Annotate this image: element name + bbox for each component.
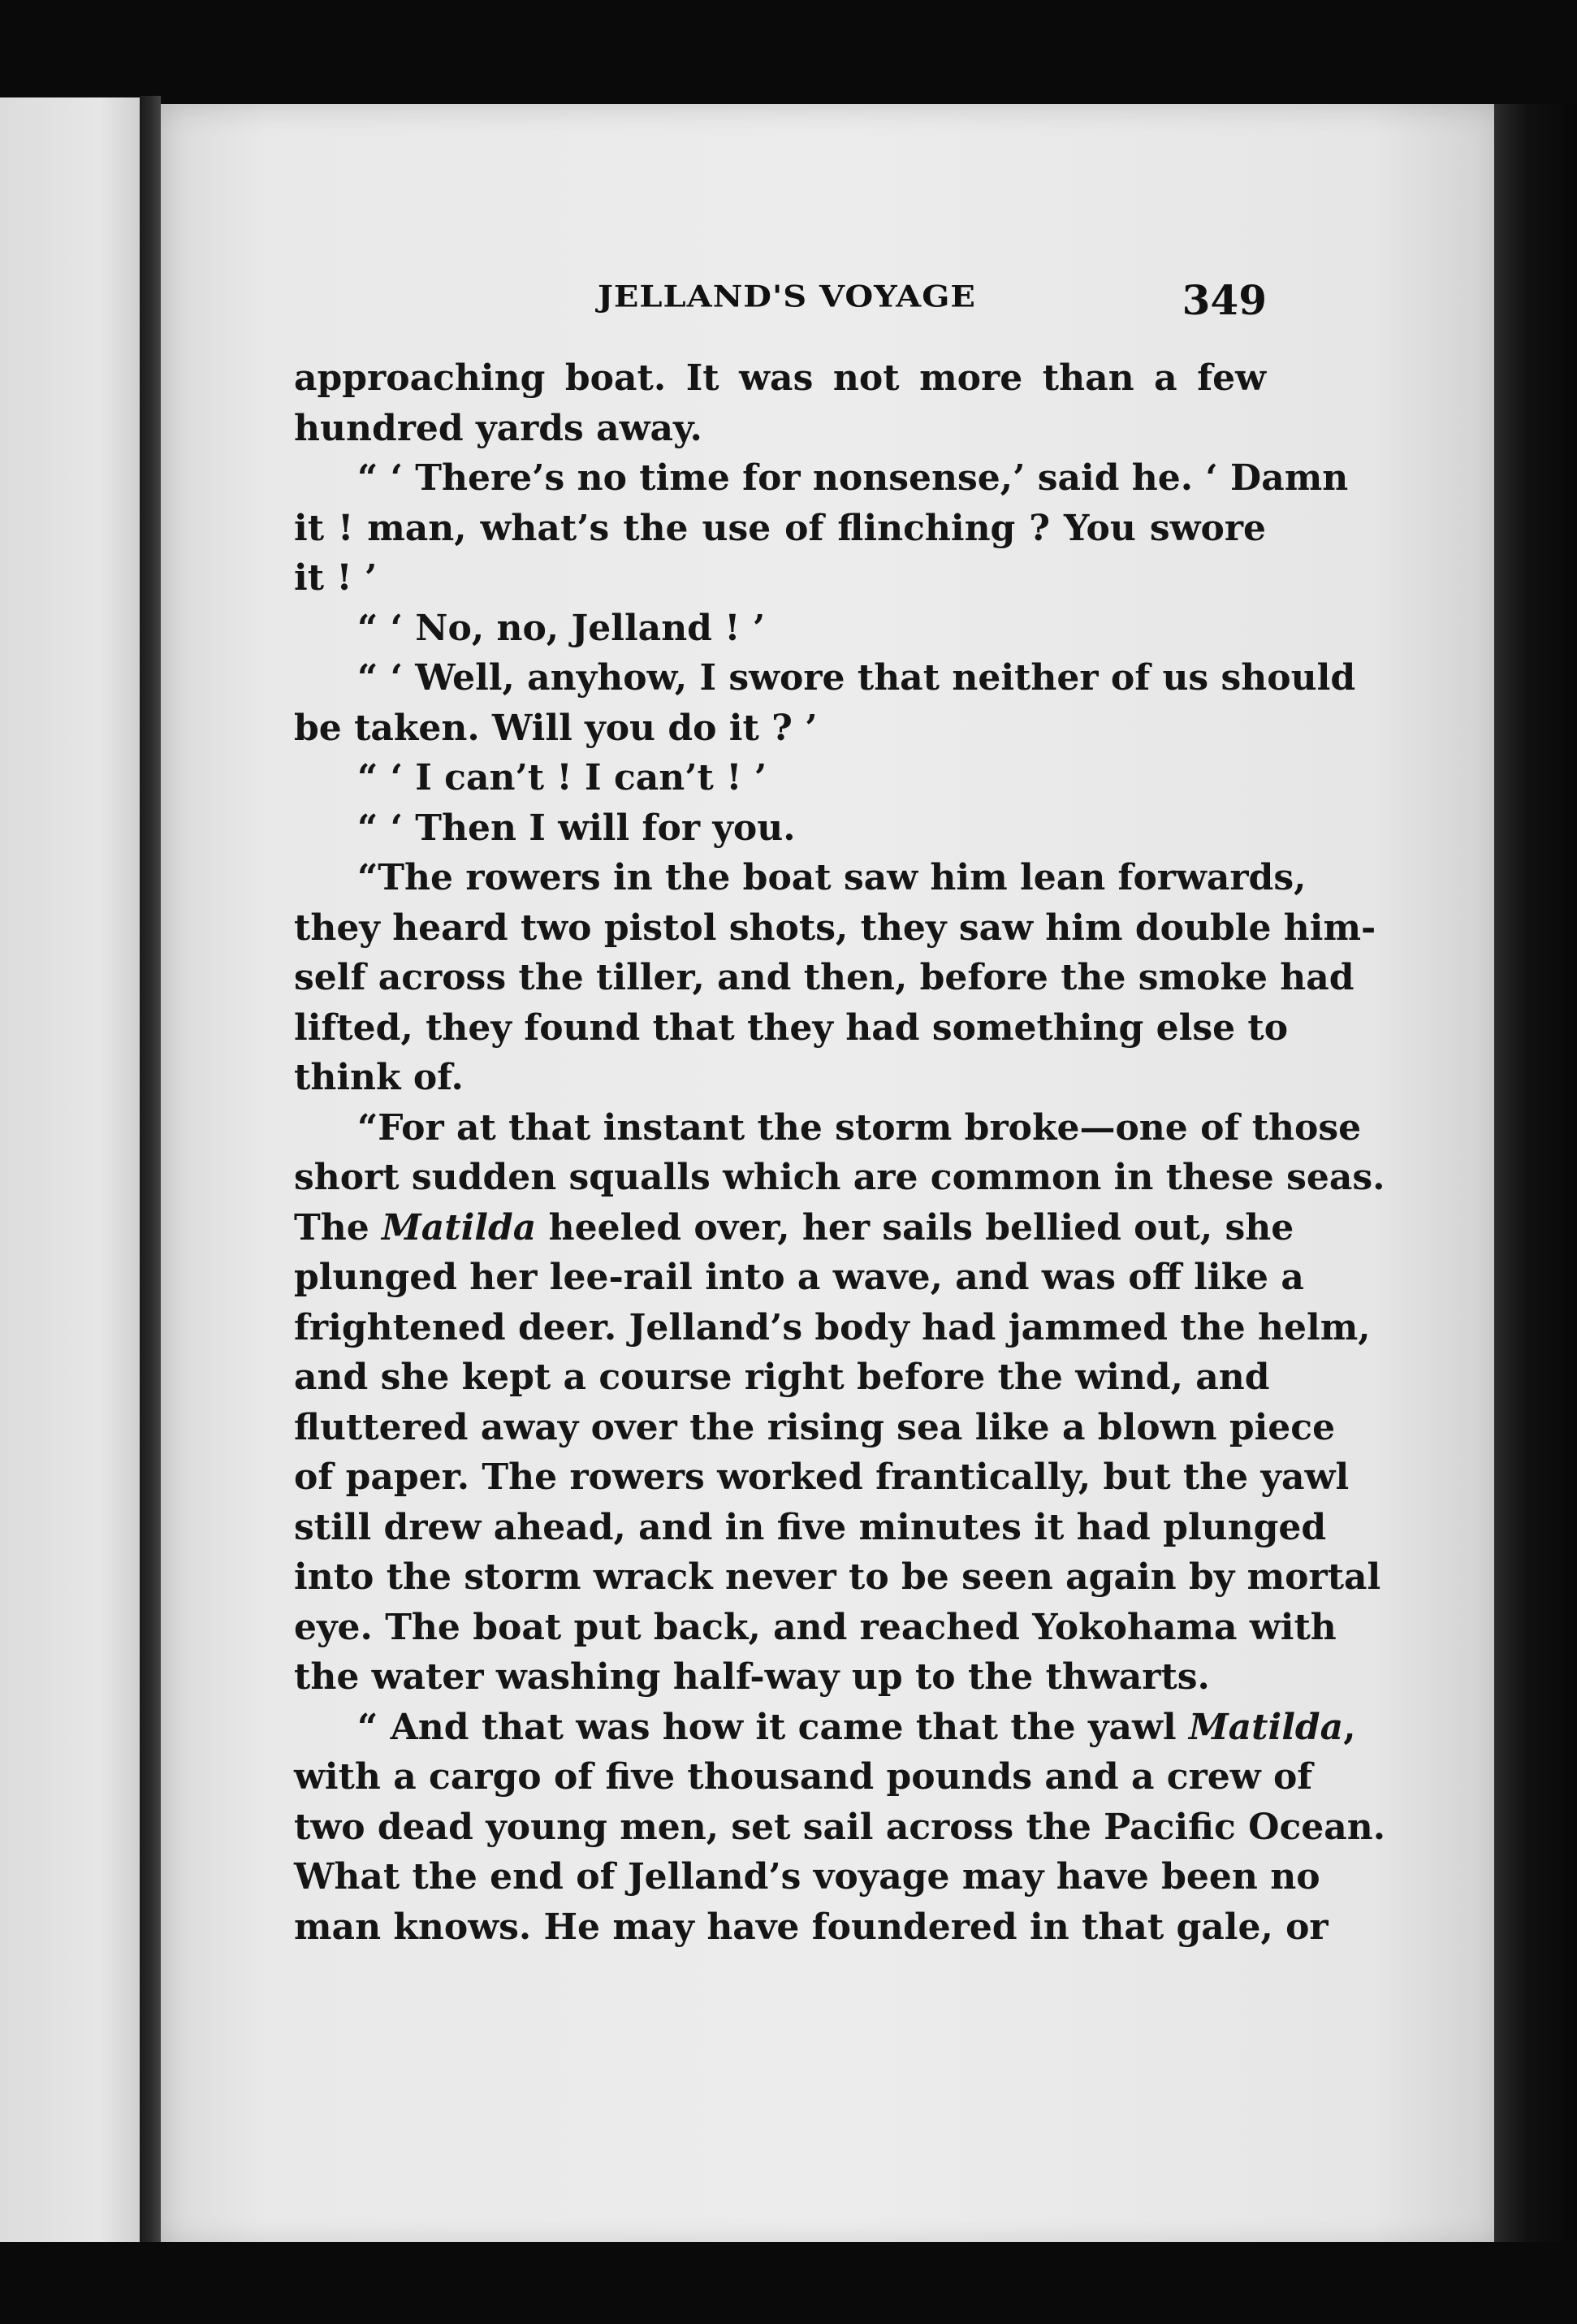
text-line: self across the tiller, and then, before the smoke had xyxy=(294,957,1354,998)
bottom-shadow xyxy=(0,2242,1577,2324)
text-line: hundred yards away. xyxy=(294,407,702,449)
text-line: fluttered away over the rising sea like a blown piece xyxy=(294,1406,1336,1448)
text-line: “ ‘ I can’t ! I can’t ! ’ xyxy=(357,757,767,798)
text-line: of paper. The rowers worked frantically, but the yawl xyxy=(294,1456,1350,1498)
italic-ship-name: Matilda xyxy=(382,1206,537,1249)
text-line: The Matilda heeled over, her sails bellied out, she xyxy=(294,1206,1294,1249)
text-line: be taken. Will you do it ? ’ xyxy=(294,707,818,749)
text-line: eye. The boat put back, and reached Yokohama with xyxy=(294,1606,1337,1648)
text-line: lifted, they found that they had something else to xyxy=(294,1006,1289,1049)
text-line: they heard two pistol shots, they saw him double him- xyxy=(294,907,1376,949)
facing-page-edge xyxy=(0,97,142,2242)
text-line: “ ‘ There’s no time for nonsense,’ said he. ‘ Damn xyxy=(357,457,1349,499)
text-line: plunged her lee-rail into a wave, and was off like a xyxy=(294,1257,1304,1298)
body-text xyxy=(294,353,1386,1952)
text-line: it ! ’ xyxy=(294,557,378,599)
page-gutter xyxy=(140,96,161,2248)
text-line: into the storm wrack never to be seen again by mortal xyxy=(294,1556,1381,1598)
text-line: it ! man, what’s the use of flinching ? You swore xyxy=(294,507,1266,549)
page-edge-shadow xyxy=(1494,104,1577,2248)
italic-ship-name: Matilda xyxy=(1188,1706,1344,1748)
text-line: short sudden squalls which are common in these seas. xyxy=(294,1157,1385,1198)
text-line: think of. xyxy=(294,1057,464,1098)
running-head: JELLAND'S VOYAGE xyxy=(598,279,976,314)
text-line: approaching boat. It was not more than a few xyxy=(294,357,1266,399)
text-line: two dead young men, set sail across the Pacific Ocean. xyxy=(294,1806,1386,1848)
text-line: with a cargo of five thousand pounds and a crew of xyxy=(294,1756,1313,1798)
text-line: “ ‘ No, no, Jelland ! ’ xyxy=(357,607,766,649)
text-line: frightened deer. Jelland’s body had jammed the helm, xyxy=(294,1306,1371,1348)
text-line: “ And that was how it came that the yawl Matilda xyxy=(357,1706,1344,1748)
text-line: “ ‘ Then I will for you. xyxy=(357,807,796,849)
text-line: “For at that instant the storm broke—one of those xyxy=(357,1106,1362,1149)
text-line: still drew ahead, and in five minutes it had plunged xyxy=(294,1506,1327,1548)
text-line: What the end of Jelland’s voyage may have been no xyxy=(294,1856,1320,1898)
text-line: “ ‘ Well, anyhow, I swore that neither of us should xyxy=(357,657,1356,699)
page-header xyxy=(292,276,1267,333)
text-line: man knows. He may have foundered in that gale, or xyxy=(294,1906,1329,1948)
page-number: 349 xyxy=(1182,276,1267,324)
text-line: “The rowers in the boat saw him lean forwards, xyxy=(357,857,1307,898)
text-line: and she kept a course right before the wind, and xyxy=(294,1357,1270,1398)
text-line: the water washing half-way up to the thwarts. xyxy=(294,1656,1210,1698)
